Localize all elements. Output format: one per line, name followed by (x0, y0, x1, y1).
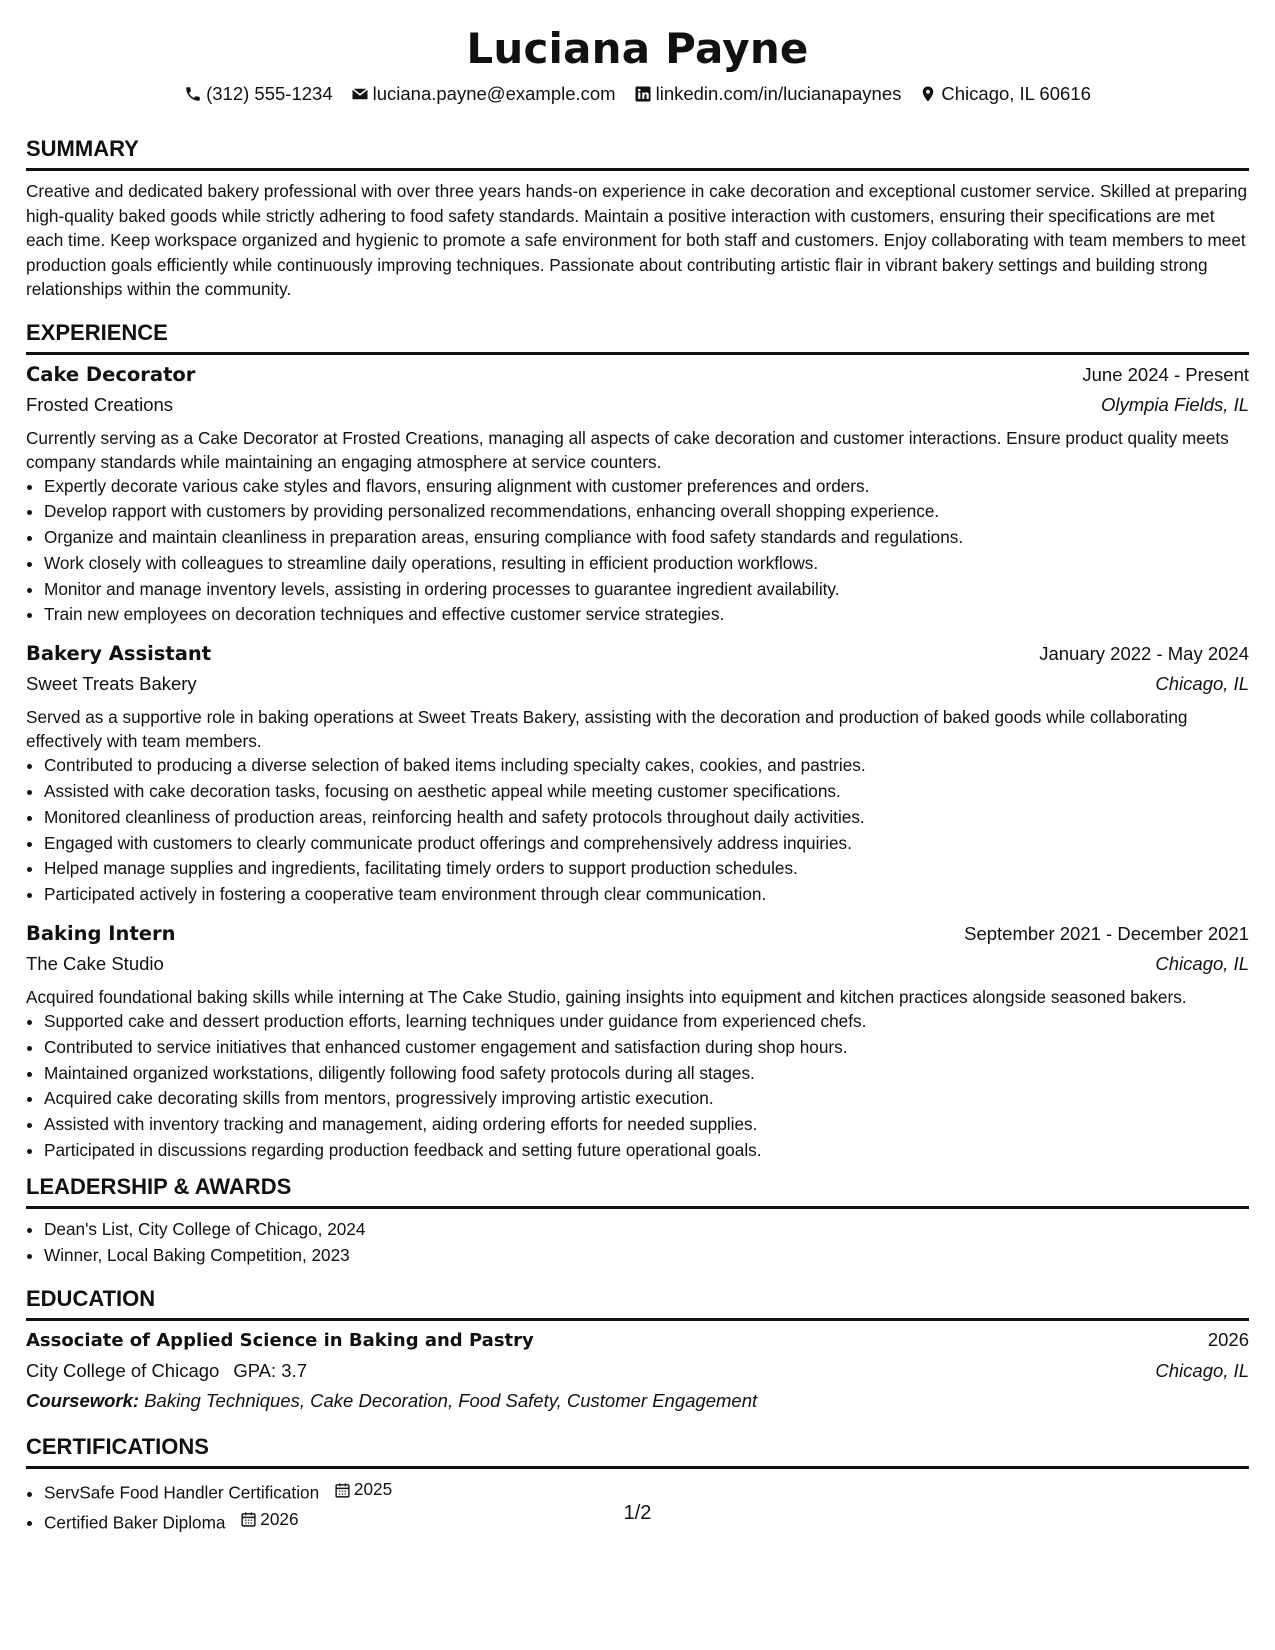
job-dates: June 2024 - Present (1082, 363, 1249, 385)
award-item: • Winner, Local Baking Competition, 2023 (44, 1243, 1249, 1269)
phone-text: (312) 555-1234 (206, 83, 333, 104)
location-text: Chicago, IL 60616 (941, 83, 1091, 104)
map-pin-icon (919, 85, 937, 103)
job-location: Chicago, IL (1155, 673, 1249, 695)
linkedin-icon (634, 85, 652, 103)
job-bullet: • Organize and maintain cleanliness in preparation areas, ensuring compliance with food safety standards and regulations. (44, 525, 1249, 551)
job-title: Bakery Assistant (26, 642, 212, 666)
job-bullet: • Contributed to service initiatives that enhanced customer engagement and satisfaction during shop hours. (44, 1035, 1249, 1061)
job-bullet: • Monitor and manage inventory levels, assisting in ordering processes to guarantee ingredient availability. (44, 577, 1249, 603)
email-text: luciana.payne@example.com (372, 83, 616, 104)
section-title-experience: EXPERIENCE (26, 320, 1249, 355)
award-item: • Dean's List, City College of Chicago, 2024 (44, 1217, 1249, 1243)
job-entry (26, 918, 1249, 1164)
education-section (26, 1286, 1249, 1416)
job-location: Chicago, IL (1155, 953, 1249, 975)
certification-date (334, 1477, 392, 1503)
calendar-icon (334, 1482, 351, 1499)
section-title-education: EDUCATION (26, 1286, 1249, 1321)
job-bullet: • Assisted with cake decoration tasks, focusing on aesthetic appeal while meeting customer specifications. (44, 779, 1249, 805)
edu-degree: Associate of Applied Science in Baking and Pastry (26, 1330, 534, 1352)
job-title: Baking Intern (26, 922, 176, 946)
job-bullet: • Participated in discussions regarding production feedback and setting future operational goals. (44, 1138, 1249, 1164)
edu-year: 2026 (1207, 1329, 1249, 1351)
job-bullet: • Work closely with colleagues to streamline daily operations, resulting in efficient production workflows. (44, 551, 1249, 577)
job-bullet: • Contributed to producing a diverse selection of baked items including specialty cakes, cookies, and pastries. (44, 753, 1249, 779)
edu-school-line (26, 1356, 307, 1386)
contact-linkedin[interactable] (634, 82, 902, 106)
job-bullets (26, 474, 1249, 629)
contact-location (919, 82, 1090, 106)
certification-year: 2026 (260, 1508, 299, 1529)
contact-phone[interactable] (184, 82, 333, 106)
job-title: Cake Decorator (26, 362, 196, 386)
summary-section (26, 136, 1249, 302)
page-number: 1/2 (623, 1502, 652, 1524)
coursework-label: Coursework: (26, 1390, 140, 1412)
candidate-name: Luciana Payne (466, 24, 809, 73)
section-title-certifications: CERTIFICATIONS (26, 1434, 1249, 1469)
edu-coursework (26, 1386, 1249, 1416)
job-dates: January 2022 - May 2024 (1039, 643, 1249, 665)
job-bullets (26, 1009, 1249, 1164)
job-bullet: • Train new employees on decoration techniques and effective customer service strategies. (44, 602, 1249, 628)
certification-name: Certified Baker Diploma (44, 1512, 226, 1533)
job-description: Currently serving as a Cake Decorator at Frosted Creations, managing all aspects of cake decoration and customer interactions. Ensure product quality meets company standards while maintaining an engaging atmosphere at service counters. (26, 427, 1229, 472)
job-company: Sweet Treats Bakery (26, 673, 197, 695)
job-bullet: • Participated actively in fostering a cooperative team environment through clear communication. (44, 882, 1249, 908)
job-bullet: • Maintained organized workstations, diligently following food safety protocols during all stages. (44, 1061, 1249, 1087)
edu-location: Chicago, IL (1155, 1360, 1249, 1382)
job-description: Acquired foundational baking skills while interning at The Cake Studio, gaining insights into equipment and kitchen practices alongside seasoned bakers. (26, 987, 1187, 1008)
coursework-list: Baking Techniques, Cake Decoration, Food Safety, Customer Engagement (144, 1390, 758, 1412)
job-company: The Cake Studio (26, 953, 164, 975)
phone-icon (184, 85, 202, 103)
job-description: Served as a supportive role in baking operations at Sweet Treats Bakery, assisting with the decoration and production of baked goods while collaborating effectively with team members. (26, 707, 1188, 752)
job-bullet: • Engaged with customers to clearly communicate product offerings and comprehensively address inquiries. (44, 831, 1249, 857)
job-entry (26, 359, 1249, 629)
edu-gpa: GPA: 3.7 (233, 1360, 308, 1382)
contact-email[interactable] (351, 82, 616, 106)
awards-section (26, 1174, 1249, 1269)
job-bullet: • Develop rapport with customers by providing personalized recommendations, enhancing overall shopping experience. (44, 499, 1249, 525)
job-location: Olympia Fields, IL (1100, 393, 1249, 415)
job-dates: September 2021 - December 2021 (964, 923, 1249, 945)
experience-section (26, 320, 1249, 1164)
envelope-icon (351, 85, 369, 103)
job-bullets (26, 753, 1249, 908)
job-bullet: • Monitored cleanliness of production areas, reinforcing health and safety protocols throughout daily activities. (44, 805, 1249, 831)
certification-name: ServSafe Food Handler Certification (44, 1482, 320, 1503)
summary-text: Creative and dedicated bakery professional with over three years hands-on experience in cake decoration and exceptional customer service. Skilled at preparing high-quality baked goods while strictly adhering to food safety standards. Maintain a positive interaction with customers, ensuring their specifications are met each time. Keep workspace organized and hygienic to promote a safe environment for both staff and customers. Enjoy collaborating with team members to meet production goals efficiently while continuously improving techniques. Passionate about contributing artistic flair in vibrant bakery settings and building strong relationships within the community. (26, 181, 1248, 299)
job-bullet: • Supported cake and dessert production efforts, learning techniques under guidance from experienced chefs. (44, 1009, 1249, 1035)
job-company: Frosted Creations (26, 393, 174, 415)
job-entry (26, 638, 1249, 908)
edu-school: City College of Chicago (26, 1360, 220, 1382)
contact-bar (26, 82, 1249, 106)
linkedin-text: linkedin.com/in/lucianapaynes (655, 83, 902, 104)
section-title-awards: LEADERSHIP & AWARDS (26, 1174, 1249, 1209)
certification-year: 2025 (353, 1479, 393, 1500)
job-bullet: • Assisted with inventory tracking and management, aiding ordering efforts for needed supplies. (44, 1112, 1249, 1138)
job-bullet: • Expertly decorate various cake styles and flavors, ensuring alignment with customer preferences and orders. (44, 474, 1249, 500)
job-bullet: • Acquired cake decorating skills from mentors, progressively improving artistic execution. (44, 1086, 1249, 1112)
section-title-summary: SUMMARY (26, 136, 1249, 171)
awards-list (26, 1217, 1249, 1269)
job-bullet: • Helped manage supplies and ingredients, facilitating timely orders to support production schedules. (44, 856, 1249, 882)
